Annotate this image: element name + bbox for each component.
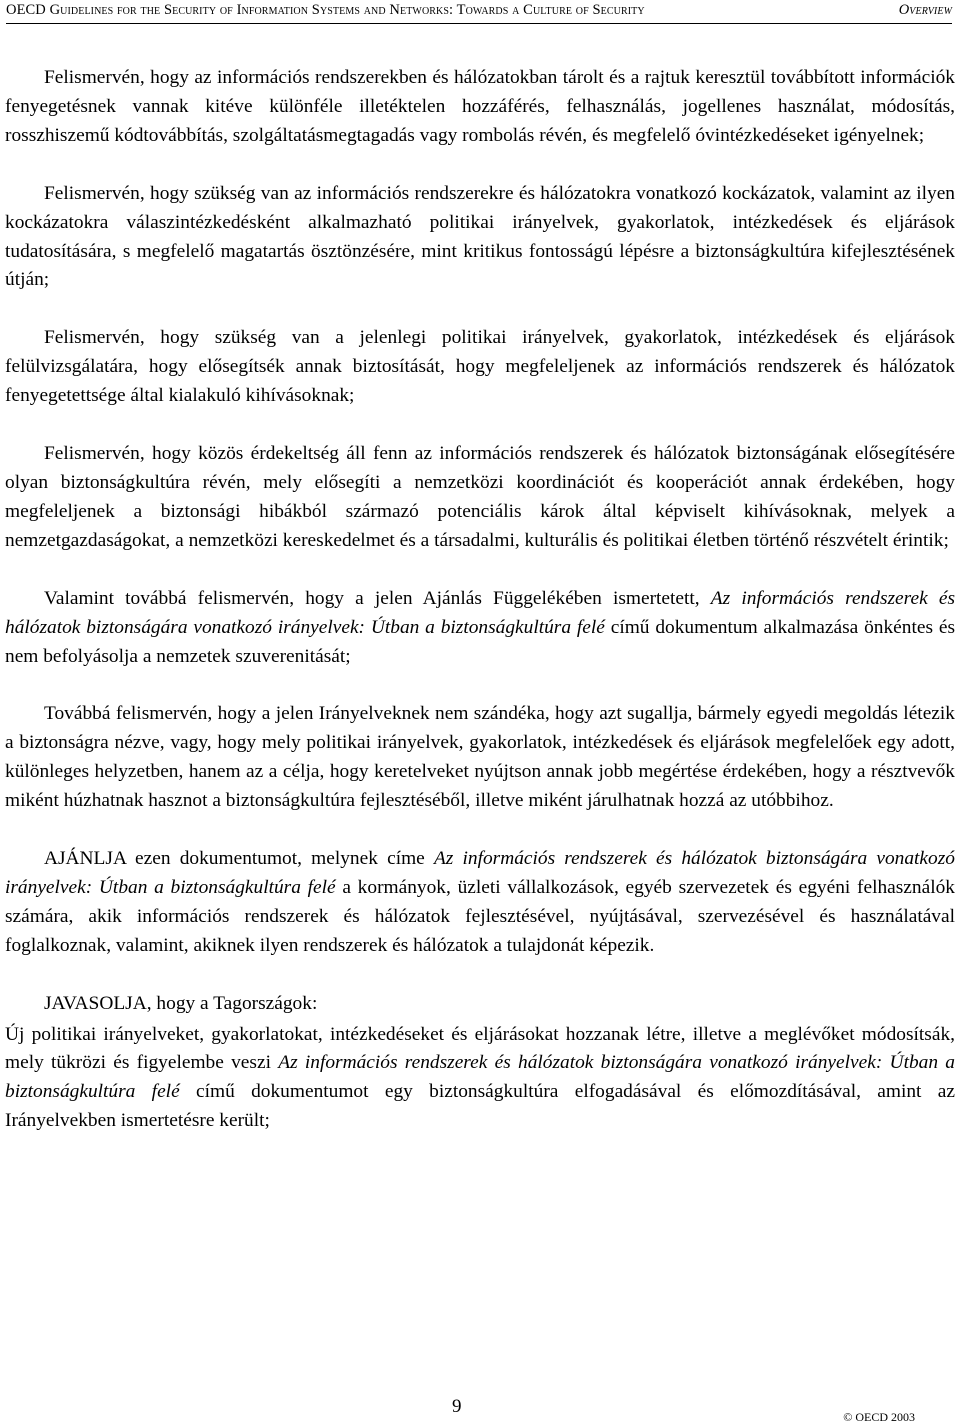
guidelines-title: Az információs rendszerek és hálózatok biztonságára vonatkozó irányelvek: Útban a biztonságkultúra felé <box>5 1052 955 1103</box>
paragraph-recital-1: Felismervén, hogy az információs rendszerekben és hálózatokban tárolt és a rajtuk keresztül továbbított információk fenyegetésnek vannak kitéve különféle illetéktelen hozzáférés, felhasználás, jogellenes használat, módosítás, rosszhiszemű kódtovábbítás, szolgáltatásmegtagadás vagy rombolás révén, és megfelelő óvintézkedéseket igényelnek; <box>5 67 955 146</box>
paragraph-member-countries <box>5 1021 955 1137</box>
paragraph-text: a kormányok, üzleti vállalkozások, egyéb szervezetek és egyéni felhasználók számára, akik információs rendszerek és hálózatok fejlesztésével, nyújtásával, szervezésével és használatával foglalkoznak, valamint, akiknek ilyen rendszerek és hálózatok a tulajdonát képezik. <box>5 876 955 956</box>
paragraph-recital-2: Felismervén, hogy szükség van az információs rendszerekre és hálózatokra vonatkozó kockázatok, valamint az ilyen kockázatokra válaszintézkedésként alkalmazható politikai irányelvek, gyakorlatok, intézkedések és eljárások tudatosítására, s megfelelő magatartás ösztönzésére, mint kritikus fontosságú lépésre a biztonságkultúra kifejlesztésének útján; <box>5 182 955 291</box>
running-header <box>6 0 952 24</box>
paragraph-text: AJÁNLJA ezen dokumentumot, melynek címe <box>44 848 434 870</box>
page-number: 9 <box>452 1396 462 1417</box>
paragraph-recital-5 <box>5 585 955 672</box>
guidelines-title: Az információs rendszerek és hálózatok biztonságára vonatkozó irányelvek: Útban a biztonságkultúra felé <box>5 587 955 638</box>
paragraph-recital-3: Felismervén, hogy szükség van a jelenlegi politikai irányelvek, gyakorlatok, intézkedések és eljárások felülvizsgálatára, hogy elősegítsék annak biztosítását, hogy megfeleljenek az információs rendszerek és hálózatok fenyegetettsége által kialakuló kihívásoknak; <box>5 327 955 407</box>
paragraph-recital-6: Továbbá felismervén, hogy a jelen Irányelveknek nem szándéka, hogy azt sugallja, bármely egyedi megoldás létezik a biztonságra nézve, vagy, hogy mely politikai irányelvek, gyakorlatok, intézkedések és eljárások megfelelőek egy adott, különleges helyzetben, hanem az a célja, hogy keretelveket nyújtson annak jobb megértése érdekében, hogy a résztvevők miként húzhatnak hasznot a biztonságkultúra fejlesztéséből, illetve miként járulhatnak hozzá az utóbbihoz. <box>5 703 955 812</box>
copyright-notice: © OECD 2003 <box>843 1410 915 1424</box>
paragraph-proposes: JAVASOLJA, hogy a Tagországok: <box>44 992 318 1014</box>
paragraph-text: című dokumentum alkalmazása önkéntes és nem befolyásolja a nemzetek szuverenitását; <box>5 616 955 667</box>
paragraph-recommends <box>5 845 955 961</box>
page-footer <box>0 1396 960 1424</box>
paragraph-text: című dokumentumot egy biztonságkultúra elfogadásával és előmozdításával, amint az Irányelvekben ismertetésre került; <box>5 1081 955 1132</box>
paragraph-recital-4: Felismervén, hogy közös érdekeltség áll fenn az információs rendszerek és hálózatok biztonságának elősegítésére olyan biztonságkultúra révén, mely elősegíti a nemzetközi koordinációt és kooperációt annak érdekében, hogy megfeleljenek a biztonsági hibákból származó potenciális károk által képviselt kihívásoknak, melyek a nemzetgazdaságokat, a nemzetközi kereskedelmet és a társadalmi, kulturális és politikai életben történő részvételt érintik; <box>5 443 955 551</box>
paragraph-text: Új politikai irányelveket, gyakorlatokat, intézkedéseket és eljárásokat hozzanak létre, illetve a meglévőket módosítsák, mely tükrözi és figyelembe veszi <box>5 1023 955 1074</box>
guidelines-title: Az információs rendszerek és hálózatok biztonságára vonatkozó irányelvek: Útban a biztonságkultúra felé <box>5 848 955 898</box>
document-body <box>5 64 955 1165</box>
paragraph-text: Valamint továbbá felismervén, hogy a jelen Ajánlás Függelékében ismertetett, <box>44 587 711 609</box>
header-section: Overview <box>898 2 952 18</box>
header-title: OECD Guidelines for the Security of Information Systems and Networks: Towards a Culture of Security <box>6 2 645 18</box>
